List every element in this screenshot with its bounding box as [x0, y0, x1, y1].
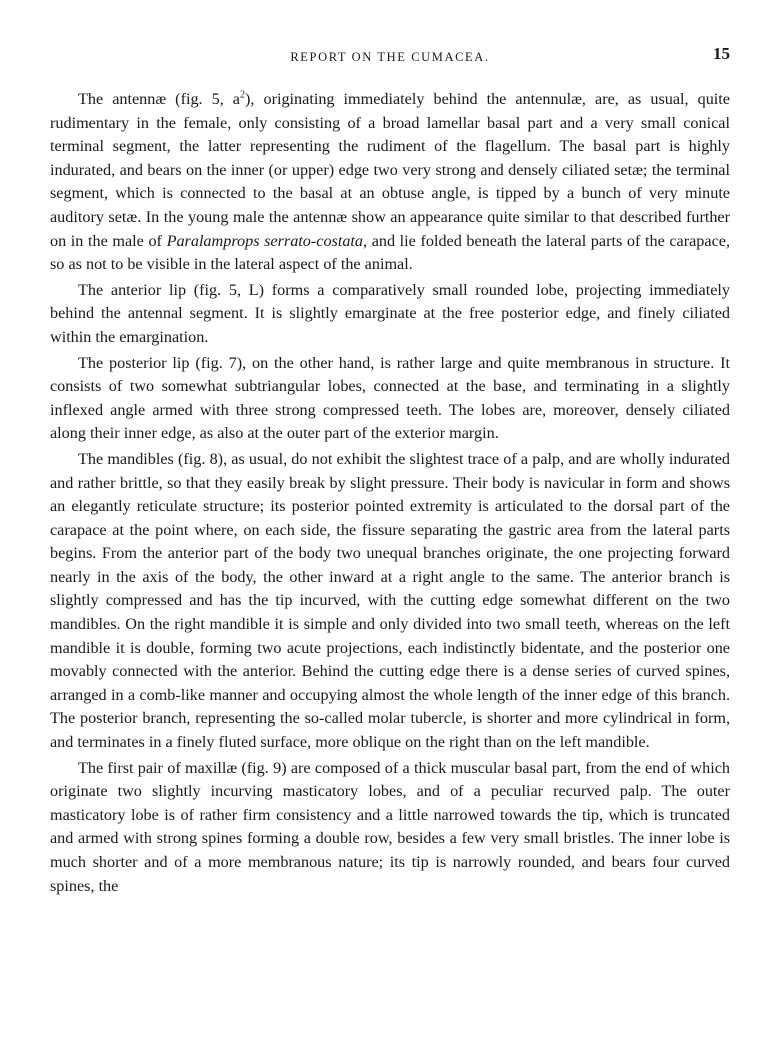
- page: [50, 0, 730, 1050]
- species-name: Paralamprops serrato-costata: [166, 231, 364, 250]
- paragraph-maxillae: [50, 757, 730, 899]
- body-text: [50, 88, 730, 900]
- paragraph-text: The first pair of maxillæ (fig. 9) are composed of a thick muscular basal part, from the end of which originate two slightly incurving masticatory lobes, and of a peculiar recurved palp. The outer masticatory lobe is of rather firm consistency and a little narrowed towards the tip, which is truncated and armed with strong spines forming a double row, besides a few very small bristles. The inner lobe is much shorter and of a more membranous nature; its tip is narrowly rounded, and bears four curved spines, the: [50, 758, 730, 895]
- paragraph-antennae: [50, 88, 730, 277]
- paragraph-text: The posterior lip (fig. 7), on the other hand, is rather large and quite membranous in structure. It consists of two somewhat subtriangular lobes, connected at the base, and terminating in a slightly inflexed angle armed with three strong compressed teeth. The lobes are, moreover, densely ciliated along their inner edge, as also at the outer part of the exterior margin.: [50, 353, 730, 443]
- running-header: [50, 0, 730, 70]
- paragraph-mandibles: [50, 448, 730, 755]
- paragraph-anterior-lip: [50, 279, 730, 350]
- paragraph-text: , and lie folded beneath the lateral parts of the carapace, so as not to be visible in the lateral aspect of the animal.: [50, 231, 730, 274]
- paragraph-text: ), originating immediately behind the antennulæ, are, as usual, quite rudimentary in the female, only consisting of a broad lamellar basal part and a very small conical terminal segment, the latter representing the rudiment of the flagellum. The basal part is highly indurated, and bears on the inner (or upper) edge two very strong and densely ciliated setæ; the terminal segment, which is connected to the basal at an obtuse angle, is tipped by a bunch of very minute auditory setæ. In the young male the antennæ show an appearance quite similar to that described further on in the male of: [50, 90, 730, 250]
- paragraph-text: The mandibles (fig. 8), as usual, do not exhibit the slightest trace of a palp, and are wholly indurated and rather brittle, so that they easily break by slight pressure. Their body is navicular in form and shows an elegantly reticulate structure; its posterior pointed extremity is articulated to the dorsal part of the carapace at the point where, on each side, the fissure separating the gastric area from the lateral parts begins. From the anterior part of the body two unequal branches originate, the one projecting forward nearly in the axis of the body, the other inward at a right angle to the same. The anterior branch is slightly compressed and has the tip incurved, with the cutting edge somewhat different on the two mandibles. On the right mandible it is simple and only divided into two small teeth, whereas on the left mandible it is double, forming two acute projections, each indistinctly bidentate, and the posterior one movably connected with the anterior. Behind the cutting edge there is a dense series of curved spines, arranged in a comb-like manner and occupying almost the whole length of the inner edge of this branch. The posterior branch, representing the so-called molar tubercle, is shorter and more cylindrical in form, and terminates in a finely fluted surface, more oblique on the right than on the left mandible.: [50, 449, 730, 752]
- paragraph-text: The anterior lip (fig. 5, L) forms a comparatively small rounded lobe, projecting immediately behind the antennal segment. It is slightly emarginate at the free posterior edge, and finely ciliated within the emargination.: [50, 280, 730, 346]
- running-header-title: REPORT ON THE CUMACEA.: [290, 50, 490, 64]
- paragraph-text: The antennæ (fig. 5, a: [78, 90, 240, 108]
- paragraph-posterior-lip: [50, 352, 730, 446]
- superscript: 2: [240, 89, 245, 101]
- page-number: 15: [713, 44, 730, 63]
